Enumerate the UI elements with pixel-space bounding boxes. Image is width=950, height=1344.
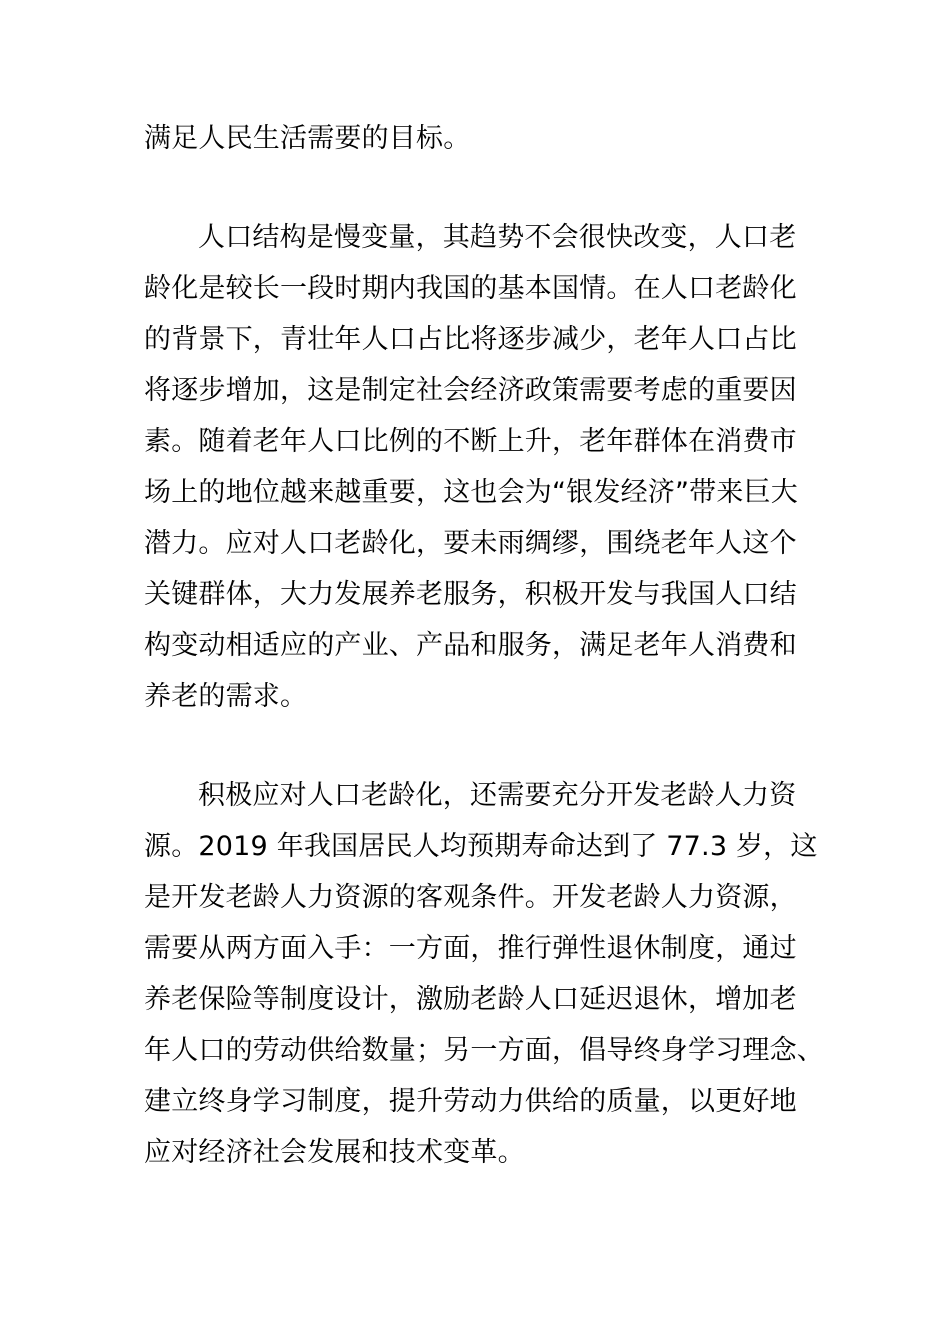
paragraph-3-line-5: 养老保险等制度设计，激励老龄人口延迟退休，增加老: [144, 984, 797, 1015]
paragraph-3-line-4: 需要从两方面入手：一方面，推行弹性退休制度，通过: [144, 933, 797, 964]
paragraph-3-line-7: 建立终身学习制度，提升劳动力供给的质量，以更好地: [144, 1086, 797, 1117]
paragraph-2-line-5: 素。随着老年人口比例的不断上升，老年群体在消费市: [144, 426, 797, 457]
paragraph-3-line-1: 积极应对人口老龄化，还需要充分开发老龄人力资: [198, 780, 797, 811]
paragraph-2-line-7: 潜力。应对人口老龄化，要未雨绸缪，围绕老年人这个: [144, 528, 797, 559]
paragraph-3-line-2: 源。2019 年我国居民人均预期寿命达到了 77.3 岁，这: [144, 831, 818, 862]
paragraph-3-line-3: 是开发老龄人力资源的客观条件。开发老龄人力资源，: [144, 882, 797, 913]
paragraph-2-line-2: 龄化是较长一段时期内我国的基本国情。在人口老龄化: [144, 273, 797, 304]
paragraph-2-line-10: 养老的需求。: [144, 681, 308, 712]
paragraph-2-line-6: 场上的地位越来越重要，这也会为“银发经济”带来巨大: [144, 477, 798, 508]
paragraph-2-line-4: 将逐步增加，这是制定社会经济政策需要考虑的重要因: [144, 375, 797, 406]
paragraph-2-line-3: 的背景下，青壮年人口占比将逐步减少，老年人口占比: [144, 324, 797, 355]
paragraph-3-line-6: 年人口的劳动供给数量；另一方面，倡导终身学习理念、: [144, 1035, 824, 1066]
paragraph-2-line-1: 人口结构是慢变量，其趋势不会很快改变，人口老: [198, 222, 797, 253]
paragraph-3-line-8: 应对经济社会发展和技术变革。: [144, 1137, 525, 1168]
paragraph-2-line-9: 构变动相适应的产业、产品和服务，满足老年人消费和: [144, 630, 797, 661]
paragraph-1-line-1: 满足人民生活需要的目标。: [144, 123, 471, 154]
paragraph-2-line-8: 关键群体，大力发展养老服务，积极开发与我国人口结: [144, 579, 797, 610]
